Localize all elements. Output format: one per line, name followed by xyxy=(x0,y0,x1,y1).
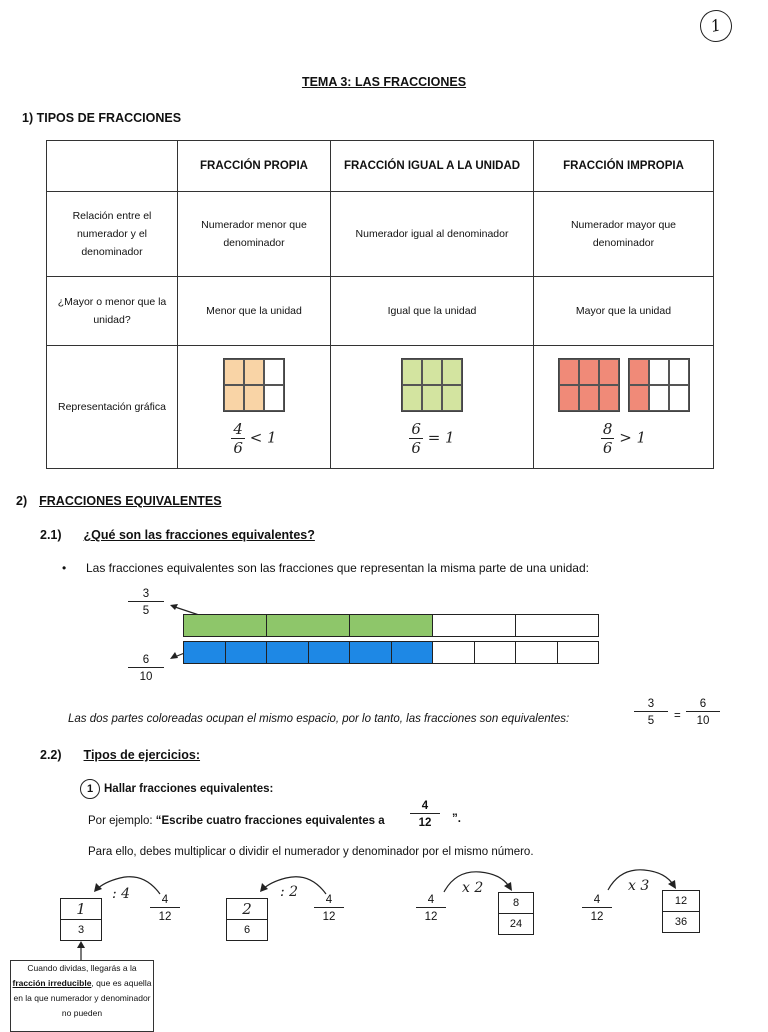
conclusion-frac-2: $\frac{6}{10}$ xyxy=(686,698,720,727)
grid-cell xyxy=(599,385,619,411)
table-cell: Igual que la unidad xyxy=(331,277,534,346)
bullet-definition: • Las fracciones equivalentes son las fracciones que representan la misma parte de una unidad: xyxy=(64,561,589,575)
curved-arrow-icon xyxy=(84,872,168,898)
grid-cell xyxy=(442,385,462,411)
fraction-6-10: $\frac{6}{10}$ xyxy=(128,654,164,683)
bar-fifths xyxy=(183,614,599,637)
equals-sign: = xyxy=(674,710,681,722)
subsection-2-2: 2.2) Tipos de ejercicios: xyxy=(40,748,201,762)
table-header-propia: FRACCIÓN PROPIA xyxy=(178,141,331,192)
grid-cell xyxy=(629,359,649,385)
irreducible-note: Cuando dividas, llegarás a la fracción irreducible, que es aquella en la que numerador y denominador no pueden xyxy=(10,960,154,1032)
grid-cell xyxy=(579,385,599,411)
instruction-text: Para ello, debes multiplicar o dividir el numerador y denominador por el mismo número. xyxy=(88,846,534,858)
fraction-3-5: $\frac{3}{5}$ xyxy=(128,588,164,617)
bar-segment xyxy=(226,642,268,663)
grid-cell xyxy=(669,385,689,411)
graphic-igual xyxy=(331,346,534,469)
fraction-grid-4-6 xyxy=(223,358,285,412)
up-arrow-icon xyxy=(74,940,88,962)
conclusion-text: Las dos partes coloreadas ocupan el mismo espacio, por lo tanto, las fracciones son equivalentes: xyxy=(68,713,570,725)
base-fraction: $\frac{4}{12}$ xyxy=(314,894,344,923)
fraction-grid-6-6-full xyxy=(558,358,620,412)
bar-segment xyxy=(558,642,599,663)
example-close-quote: ”. xyxy=(452,813,461,825)
grid-cell xyxy=(244,385,264,411)
table-cell: Numerador igual al denominador xyxy=(331,192,534,277)
row-label: ¿Mayor o menor que la unidad? xyxy=(47,277,178,346)
base-fraction: $\frac{4}{12}$ xyxy=(582,894,612,923)
curved-arrow-icon xyxy=(250,872,334,898)
table-header-empty xyxy=(47,141,178,192)
grid-cell xyxy=(442,359,462,385)
result-box: 8 24 xyxy=(498,892,534,935)
curved-arrow-icon xyxy=(436,866,520,896)
conclusion-frac-1: $\frac{3}{5}$ xyxy=(634,698,668,727)
grid-cell xyxy=(559,359,579,385)
example-text: Por ejemplo: “Escribe cuatro fracciones equivalentes a xyxy=(88,815,385,827)
grid-cell xyxy=(224,359,244,385)
exercise-number: 1 xyxy=(80,779,100,799)
grid-cell xyxy=(669,359,689,385)
bar-segment xyxy=(433,615,516,636)
fraction-grid-2-6 xyxy=(628,358,690,412)
grid-cell xyxy=(579,359,599,385)
bar-segment xyxy=(184,615,267,636)
example-fraction: $\frac{4}{12}$ xyxy=(410,800,440,829)
graphic-propia xyxy=(178,346,331,469)
table-cell: Numerador mayor que denominador xyxy=(534,192,714,277)
operation-label: : 2 xyxy=(280,884,299,900)
fraction-grid-6-6 xyxy=(401,358,463,412)
handwritten-frac: $\frac{4}{6}$ < 1 xyxy=(233,419,277,457)
subsection-2-1: 2.1) ¿Qué son las fracciones equivalentes? xyxy=(40,528,315,542)
bar-segment xyxy=(350,642,392,663)
grid-cell xyxy=(599,359,619,385)
row-label: Representación gráfica xyxy=(47,346,178,469)
grid-cell xyxy=(422,385,442,411)
table-header-impropia: FRACCIÓN IMPROPIA xyxy=(534,141,714,192)
fraction-types-table xyxy=(46,140,714,469)
grid-cell xyxy=(649,359,669,385)
bar-segment xyxy=(516,615,598,636)
bar-segment xyxy=(433,642,475,663)
grid-cell xyxy=(264,359,284,385)
handwritten-frac: $\frac{8}{6}$ > 1 xyxy=(602,419,647,457)
bar-segment xyxy=(350,615,433,636)
handwritten-frac: $\frac{6}{6}$ = 1 xyxy=(411,419,455,457)
bar-segment xyxy=(516,642,558,663)
graphic-impropia xyxy=(534,346,714,469)
base-fraction: $\frac{4}{12}$ xyxy=(150,894,180,923)
operation-label: x 3 xyxy=(628,878,650,894)
result-box: 12 36 xyxy=(662,890,700,933)
page-title: TEMA 3: LAS FRACCIONES xyxy=(301,75,467,89)
section1-heading: 1) TIPOS DE FRACCIONES xyxy=(22,111,182,125)
grid-cell xyxy=(629,385,649,411)
grid-cell xyxy=(264,385,284,411)
table-cell: Numerador menor que denominador xyxy=(178,192,331,277)
bar-segment xyxy=(309,642,351,663)
grid-cell xyxy=(224,385,244,411)
base-fraction: $\frac{4}{12}$ xyxy=(416,894,446,923)
table-header-igual: FRACCIÓN IGUAL A LA UNIDAD xyxy=(331,141,534,192)
result-box: 1 3 xyxy=(60,898,102,941)
grid-cell xyxy=(244,359,264,385)
operation-label: x 2 xyxy=(462,880,484,896)
bar-segment xyxy=(475,642,517,663)
table-cell: Menor que la unidad xyxy=(178,277,331,346)
row-label: Relación entre el numerador y el denominador xyxy=(47,192,178,277)
table-cell: Mayor que la unidad xyxy=(534,277,714,346)
grid-cell xyxy=(649,385,669,411)
bar-segment xyxy=(392,642,434,663)
grid-cell xyxy=(402,385,422,411)
bar-segment xyxy=(184,642,226,663)
operation-label: : 4 xyxy=(112,886,131,902)
result-box: 2 6 xyxy=(226,898,268,941)
grid-cell xyxy=(402,359,422,385)
bar-segment xyxy=(267,615,350,636)
curved-arrow-icon xyxy=(600,864,684,894)
exercise-1-title: 1 Hallar fracciones equivalentes: xyxy=(80,779,273,799)
bar-tenths xyxy=(183,641,599,664)
grid-cell xyxy=(559,385,579,411)
grid-cell xyxy=(422,359,442,385)
page-number: 1 xyxy=(697,7,735,45)
bar-segment xyxy=(267,642,309,663)
section2-heading: 2) FRACCIONES EQUIVALENTES xyxy=(16,494,222,508)
